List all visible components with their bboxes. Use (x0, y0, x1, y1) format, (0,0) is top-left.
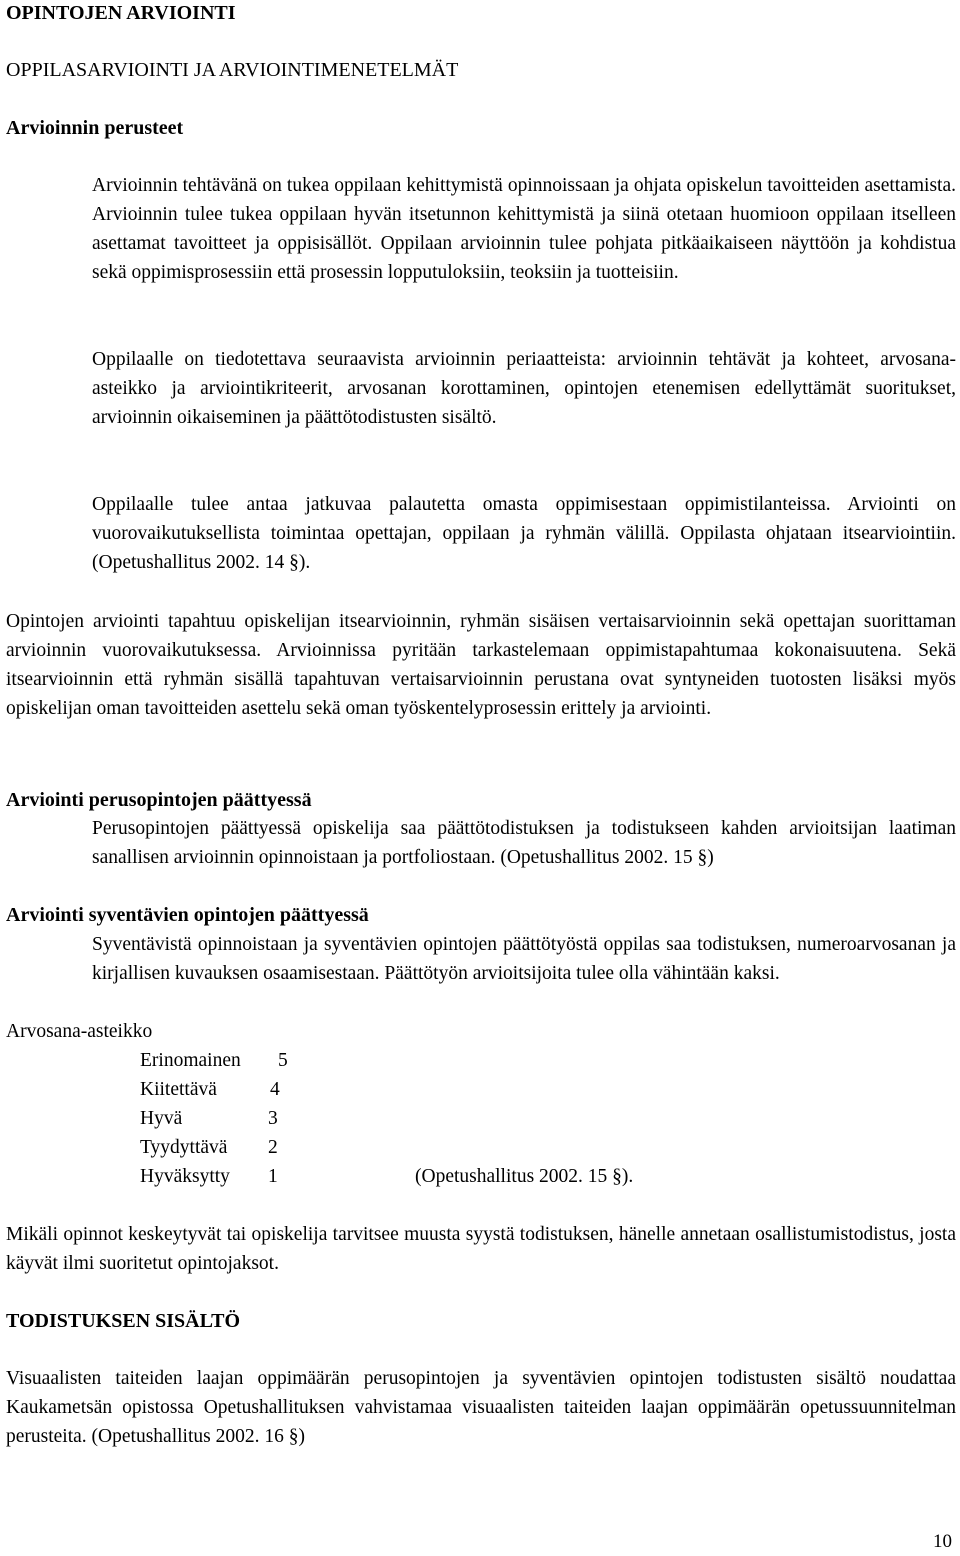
grade-row (140, 1104, 340, 1133)
main-heading: OPINTOJEN ARVIOINTI (6, 2, 236, 24)
grade-row (140, 1162, 340, 1191)
section-title-advanced-studies: Arviointi syventävien opintojen päättyessä (6, 904, 369, 926)
grade-value: 1 (268, 1166, 278, 1187)
grade-row (140, 1046, 340, 1075)
grade-value: 2 (268, 1137, 278, 1158)
paragraph-assessment-purpose: Arvioinnin tehtävänä on tukea oppilaan kehittymistä opinnoissaan ja ohjata opiskelun tavoitteiden asettamista. Arvioinnin tulee tukea oppilaan hyvän itsetunnon kehittymistä ja siinä otetaan huomioon oppilaan itselleen asettamat tavoitteet ja oppisisällöt. Oppilaan arvioinnin tulee pohjata pitkäaikaiseen näyttöön ja kohdistua sekä oppimisprosessiin että prosessin lopputuloksiin, teoksiin ja tuotteisiin. (92, 175, 956, 283)
grade-name: Hyvä (140, 1108, 183, 1129)
grade-name: Tyydyttävä (140, 1137, 228, 1158)
grade-name: Erinomainen (140, 1050, 241, 1071)
section-title-certificate: TODISTUKSEN SISÄLTÖ (6, 1310, 241, 1332)
paragraph-assessment-process: Opintojen arviointi tapahtuu opiskelijan itsearvioinnin, ryhmän sisäisen vertaisarvioinnin sekä opettajan suorittaman arvioinnin vuorovaikutuksessa. Arvioinnissa pyritään tarkastelemaan oppimistapahtumaa kokonaisuutena. Sekä itsearvioinnin että ryhmän sisällä tapahtuvan vertaisarvioinnin perustana ovat syntyneiden tuotosten lisäksi myös opiskelijan oman tavoitteiden asettelu sekä oman työskentelyprosessin erittely ja arviointi. (6, 611, 956, 719)
grade-name: Kiitettävä (140, 1079, 217, 1100)
sub-heading: OPPILASARVIOINTI JA ARVIOINTIMENETELMÄT (6, 59, 459, 81)
grade-row (140, 1075, 340, 1104)
grade-scale-title: Arvosana-asteikko (6, 1021, 153, 1042)
grade-value: 4 (270, 1079, 280, 1100)
grade-scale-reference: (Opetushallitus 2002. 15 §). (415, 1166, 634, 1187)
grade-value: 3 (268, 1108, 278, 1129)
section-title-basis: Arvioinnin perusteet (6, 117, 184, 139)
page-number: 10 (933, 1531, 952, 1552)
paragraph-certificate-content: Visuaalisten taiteiden laajan oppimäärän perusopintojen ja syventävien opintojen todistusten sisältö noudattaa Kaukametsän opistossa Opetushallituksen vahvistamaa visuaalisten taiteiden laajan oppimäärän opetussuunnitelman perusteita. (Opetushallitus 2002. 16 §) (6, 1368, 956, 1447)
section-title-basic-studies: Arviointi perusopintojen päättyessä (6, 789, 312, 811)
paragraph-assessment-principles: Oppilaalle on tiedotettava seuraavista arvioinnin periaatteista: arvioinnin tehtävät ja kohteet, arvosana-asteikko ja arviointikriteerit, arvosanan korottaminen, opintojen etenemisen edellyttämät suoritukset, arvioinnin oikaiseminen ja päättötodistusten sisältö. (92, 349, 956, 428)
paragraph-advanced-studies: Syventävistä opinnoistaan ja syventävien opintojen päättötyöstä oppilas saa todistuksen, numeroarvosanan ja kirjallisen kuvauksen osaamisestaan. Päättötyön arvioitsijoita tulee olla vähintään kaksi. (92, 934, 956, 984)
paragraph-basic-studies: Perusopintojen päättyessä opiskelija saa päättötodistuksen ja todistukseen kahden arvioitsijan laatiman sanallisen arvioinnin opinnoistaan ja portfoliostaan. (Opetushallitus 2002. 15 §) (92, 818, 956, 868)
grade-row (140, 1133, 340, 1162)
grade-name: Hyväksytty (140, 1166, 230, 1187)
grade-value: 5 (278, 1050, 288, 1071)
paragraph-interrupted-studies: Mikäli opinnot keskeytyvät tai opiskelija tarvitsee muusta syystä todistuksen, hänelle annetaan osallistumistodistus, josta käyvät ilmi suoritetut opintojaksot. (6, 1224, 956, 1274)
paragraph-feedback: Oppilaalle tulee antaa jatkuvaa palautetta omasta oppimisestaan oppimistilanteissa. Arviointi on vuorovaikutuksellista toimintaa opettajan, oppilaan ja ryhmän välillä. Oppilasta ohjataan itsearviointiin. (Opetushallitus 2002. 14 §). (92, 494, 956, 573)
